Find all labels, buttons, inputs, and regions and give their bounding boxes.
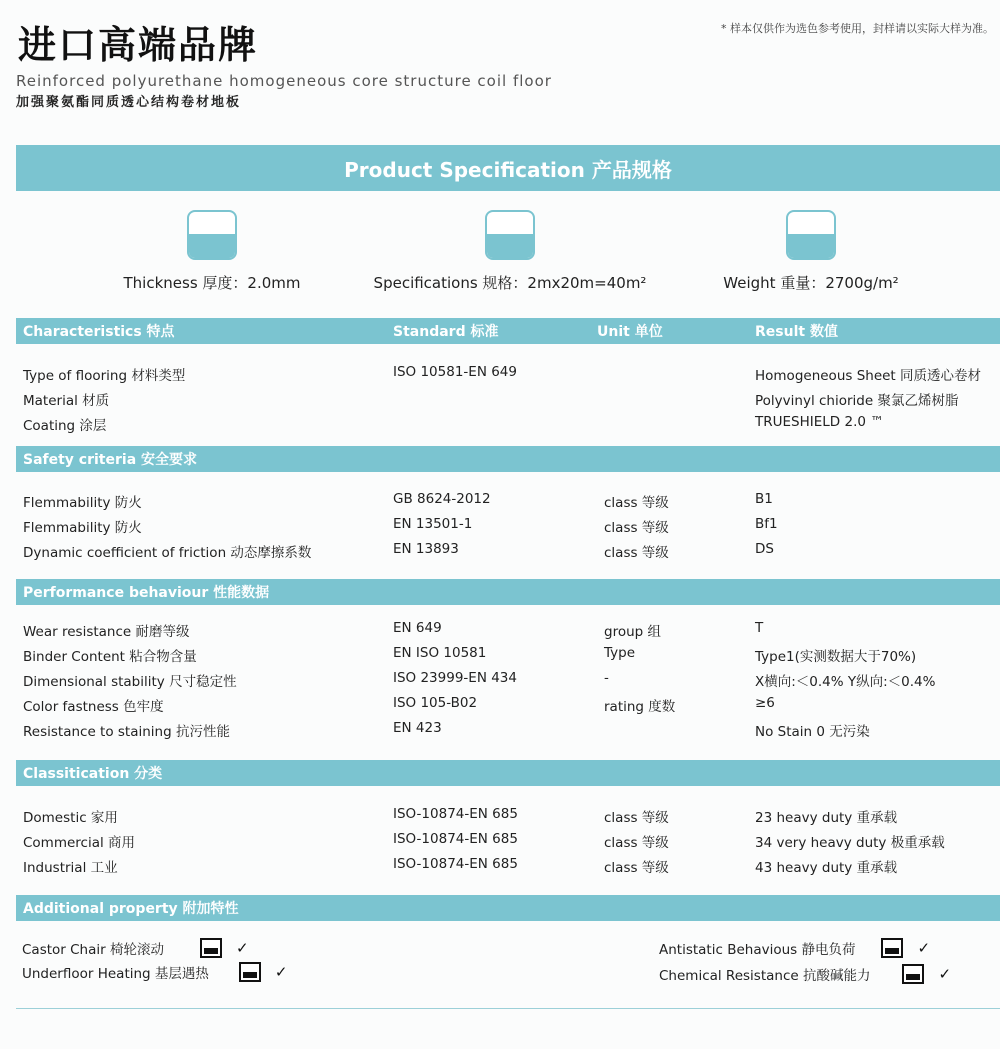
row-standard: ISO 10581-EN 649 <box>393 364 517 380</box>
additional-header <box>16 895 1000 921</box>
additional-label: Underfloor Heating 基层遇热 <box>22 966 209 982</box>
spec-dimensions-label: Specifications 规格：2mx20m=40m² <box>373 274 647 292</box>
performance-header <box>16 579 1000 605</box>
table-row <box>23 720 993 742</box>
row-standard: ISO 23999-EN 434 <box>393 670 517 686</box>
classification-header <box>16 760 1000 786</box>
castor-chair-icon <box>200 938 222 958</box>
row-standard: ISO-10874-EN 685 <box>393 806 518 822</box>
characteristics-header <box>16 318 1000 344</box>
row-result: Polyvinyl chioride 聚氯乙烯树脂 <box>755 393 959 409</box>
col-characteristics: Characteristics 特点 <box>23 324 175 340</box>
check-icon: ✓ <box>938 965 952 983</box>
table-row <box>23 856 993 878</box>
row-unit: class 等级 <box>604 545 669 561</box>
table-row <box>23 414 993 436</box>
underfloor-heating-icon <box>239 962 261 982</box>
chemical-resistance-icon <box>902 964 924 984</box>
row-standard: EN 649 <box>393 620 442 636</box>
row-name: Type of flooring 材料类型 <box>23 368 186 384</box>
spec-dimensions <box>360 210 660 293</box>
row-name: Dynamic coefficient of friction 动态摩擦系数 <box>23 545 312 561</box>
row-result: 43 heavy duty 重承载 <box>755 860 898 876</box>
row-result: ≥6 <box>755 695 775 711</box>
row-result: Type1(实测数据大于70%) <box>755 649 917 665</box>
additional-title: Additional property 附加特性 <box>23 901 239 917</box>
row-result: Homogeneous Sheet 同质透心卷材 <box>755 368 982 384</box>
row-name: Wear resistance 耐磨等级 <box>23 624 190 640</box>
col-standard: Standard 标准 <box>393 324 499 340</box>
row-unit: group 组 <box>604 624 661 640</box>
spec-thickness-label: Thickness 厚度：2.0mm <box>123 274 301 292</box>
row-name: Binder Content 粘合物含量 <box>23 649 197 665</box>
row-result: Bf1 <box>755 516 778 532</box>
row-unit: class 等级 <box>604 520 669 536</box>
additional-label: Antistatic Behavious 静电负荷 <box>659 942 856 958</box>
row-standard: EN 423 <box>393 720 442 736</box>
row-result: TRUESHIELD 2.0 ™ <box>755 414 884 430</box>
table-row <box>23 806 993 828</box>
safety-title: Safety criteria 安全要求 <box>23 452 198 468</box>
row-result: DS <box>755 541 774 557</box>
page-title: 进口高端品牌 <box>18 23 259 67</box>
row-name: Domestic 家用 <box>23 810 118 826</box>
subtitle-english: Reinforced polyurethane homogeneous core structure coil floor <box>16 72 552 90</box>
additional-item-antistatic <box>659 938 930 958</box>
spec-band-title: Product Specification 产品规格 <box>344 157 672 182</box>
row-name: Resistance to staining 抗污性能 <box>23 724 230 740</box>
row-name: Commercial 商用 <box>23 835 136 851</box>
spec-weight-label: Weight 重量：2700g/m² <box>723 274 899 292</box>
row-name: Material 材质 <box>23 393 110 409</box>
row-standard: GB 8624-2012 <box>393 491 491 507</box>
row-unit: Type <box>604 645 636 661</box>
col-unit: Unit 单位 <box>597 324 663 340</box>
additional-label: Chemical Resistance 抗酸碱能力 <box>659 968 871 984</box>
row-name: Coating 涂层 <box>23 418 107 434</box>
performance-title: Performance behaviour 性能数据 <box>23 585 270 601</box>
col-result: Result 数值 <box>755 324 838 340</box>
table-row <box>23 364 993 386</box>
table-row <box>23 695 993 717</box>
table-row <box>23 645 993 667</box>
spec-band <box>16 145 1000 191</box>
row-name: Flemmability 防火 <box>23 520 142 536</box>
row-result: T <box>755 620 764 636</box>
bottom-divider <box>16 1008 1000 1009</box>
row-name: Dimensional stability 尺寸稳定性 <box>23 674 237 690</box>
row-name: Color fastness 色牢度 <box>23 699 164 715</box>
table-row <box>23 620 993 642</box>
additional-item-castor-chair <box>22 938 249 958</box>
spec-weight <box>661 210 961 293</box>
check-icon: ✓ <box>917 939 931 957</box>
sample-note: * 样本仅供作为选色参考使用，封样请以实际大样为准。 <box>721 22 994 35</box>
row-unit: rating 度数 <box>604 699 676 715</box>
row-result: X横向:＜0.4% Y纵向:＜0.4% <box>755 674 936 690</box>
additional-item-chemical-resistance <box>659 964 951 984</box>
roll-icon: ▭ <box>485 210 535 260</box>
row-name: Industrial 工业 <box>23 860 118 876</box>
row-standard: ISO 105-B02 <box>393 695 478 711</box>
row-standard: ISO-10874-EN 685 <box>393 856 518 872</box>
row-standard: EN 13501-1 <box>393 516 473 532</box>
safety-header <box>16 446 1000 472</box>
subtitle-chinese: 加强聚氨酯同质透心结构卷材地板 <box>16 95 242 110</box>
row-unit: - <box>604 670 609 686</box>
check-icon: ✓ <box>235 939 249 957</box>
spec-thickness <box>62 210 362 293</box>
row-result: 23 heavy duty 重承载 <box>755 810 898 826</box>
row-unit: class 等级 <box>604 495 669 511</box>
thickness-icon: ✕ <box>187 210 237 260</box>
additional-item-underfloor-heating <box>22 962 288 982</box>
table-row <box>23 831 993 853</box>
weight-icon: ⚖ <box>786 210 836 260</box>
antistatic-icon <box>881 938 903 958</box>
row-result: B1 <box>755 491 773 507</box>
row-standard: ISO-10874-EN 685 <box>393 831 518 847</box>
table-row <box>23 491 993 513</box>
row-unit: class 等级 <box>604 810 669 826</box>
check-icon: ✓ <box>274 963 288 981</box>
row-unit: class 等级 <box>604 835 669 851</box>
table-row <box>23 516 993 538</box>
row-unit: class 等级 <box>604 860 669 876</box>
table-row <box>23 670 993 692</box>
table-row <box>23 541 993 563</box>
row-standard: EN 13893 <box>393 541 459 557</box>
row-result: No Stain 0 无污染 <box>755 724 870 740</box>
row-standard: EN ISO 10581 <box>393 645 487 661</box>
table-row <box>23 389 993 411</box>
additional-label: Castor Chair 椅轮滚动 <box>22 942 164 958</box>
row-result: 34 very heavy duty 极重承载 <box>755 835 945 851</box>
classification-title: Classitication 分类 <box>23 766 163 782</box>
row-name: Flemmability 防火 <box>23 495 142 511</box>
